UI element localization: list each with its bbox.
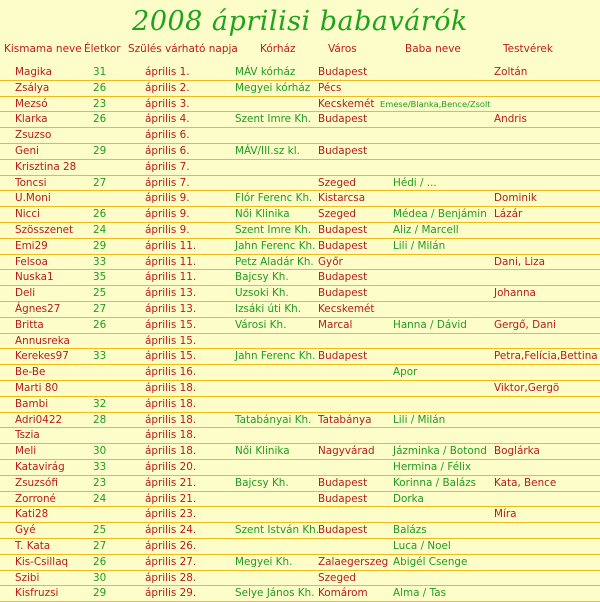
cell-datum: április 11. <box>145 255 197 268</box>
cell-testverek: Míra <box>494 508 517 521</box>
cell-kismama: Zorroné <box>15 492 56 505</box>
table-row <box>0 144 600 160</box>
cell-datum: április 18. <box>145 445 197 458</box>
cell-kismama: Deli <box>15 287 36 300</box>
cell-kismama: Kerekes97 <box>15 350 69 363</box>
cell-varos: Budapest <box>318 524 368 537</box>
cell-datum: április 2. <box>145 81 190 94</box>
header-kismama: Kismama neve <box>4 43 82 55</box>
cell-datum: április 27. <box>145 555 197 568</box>
cell-kismama: Felsoa <box>15 255 48 268</box>
cell-datum: április 15. <box>145 318 197 331</box>
cell-datum: április 26. <box>145 539 197 552</box>
cell-datum: április 16. <box>145 366 197 379</box>
cell-eletkor: 26 <box>93 113 107 126</box>
cell-korhaz: Szent Imre Kh. <box>235 113 312 126</box>
cell-korhaz: Selye János Kh. <box>235 587 315 600</box>
cell-varos: Tatabánya <box>318 413 372 426</box>
cell-kismama: Marti 80 <box>15 381 59 394</box>
cell-eletkor: 23 <box>93 97 107 110</box>
cell-baba: Hédi / ... <box>393 176 437 189</box>
cell-kismama: Gyé <box>15 524 36 537</box>
cell-varos: Budapest <box>318 476 368 489</box>
cell-eletkor: 29 <box>93 239 107 252</box>
cell-testverek: Zoltán <box>494 66 528 78</box>
cell-kismama: Szibi <box>15 571 40 584</box>
cell-kismama: Kati28 <box>15 508 49 521</box>
header-eletkor: Életkor <box>84 43 121 55</box>
cell-korhaz: Uzsoki Kh. <box>235 287 289 300</box>
cell-varos: Kistarcsa <box>318 192 366 205</box>
cell-varos: Budapest <box>318 271 368 284</box>
table-header <box>0 40 600 58</box>
cell-kismama: Annusreka <box>15 334 70 347</box>
cell-eletkor: 33 <box>93 350 107 363</box>
header-varos: Város <box>328 43 357 55</box>
cell-kismama: Kisfruzsi <box>15 587 59 600</box>
cell-korhaz: Jahn Ferenc Kh. <box>235 350 316 363</box>
cell-datum: április 21. <box>145 476 197 489</box>
cell-kismama: Mezsó <box>15 97 48 110</box>
cell-varos: Komárom <box>318 587 368 600</box>
cell-varos: Szeged <box>318 208 357 221</box>
cell-korhaz: Városi Kh. <box>235 318 287 331</box>
cell-varos: Budapest <box>318 113 368 126</box>
table-row <box>0 349 600 365</box>
cell-eletkor: 26 <box>93 81 107 94</box>
cell-kismama: Zsálya <box>15 81 50 94</box>
cell-eletkor: 35 <box>93 271 107 284</box>
cell-testverek: Dani, Liza <box>494 255 545 268</box>
header-testverek: Testvérek <box>503 43 553 55</box>
table-row <box>0 81 600 97</box>
cell-baba: Luca / Noel <box>393 539 451 552</box>
cell-varos: Marcal <box>318 318 353 331</box>
cell-datum: április 6. <box>145 129 190 142</box>
cell-datum: április 18. <box>145 397 197 410</box>
cell-kismama: T. Kata <box>15 539 51 552</box>
cell-korhaz: Bajcsy Kh. <box>235 476 289 489</box>
cell-kismama: Emi29 <box>15 239 48 252</box>
cell-korhaz: Női Klinika <box>235 208 290 221</box>
cell-eletkor: 29 <box>93 587 107 600</box>
cell-eletkor: 31 <box>93 66 107 78</box>
cell-eletkor: 28 <box>93 413 107 426</box>
cell-testverek: Andris <box>494 113 527 126</box>
table-row <box>0 97 600 113</box>
header-korhaz: Kórház <box>260 43 296 55</box>
cell-datum: április 24. <box>145 524 197 537</box>
cell-eletkor: 30 <box>93 571 107 584</box>
cell-datum: április 11. <box>145 271 197 284</box>
table-row <box>0 507 600 523</box>
header-baba: Baba neve <box>405 43 461 55</box>
cell-eletkor: 27 <box>93 302 107 315</box>
cell-varos: Budapest <box>318 239 368 252</box>
cell-eletkor: 23 <box>93 476 107 489</box>
cell-datum: április 21. <box>145 492 197 505</box>
cell-korhaz: Bajcsy Kh. <box>235 271 289 284</box>
cell-eletkor: 26 <box>93 208 107 221</box>
cell-testverek: Petra,Felícia,Bettina <box>494 350 598 363</box>
cell-baba: Médea / Benjámin <box>393 208 487 221</box>
cell-eletkor: 29 <box>93 144 107 157</box>
table-row <box>0 381 600 397</box>
cell-korhaz: Megyei kórház <box>235 81 311 94</box>
cell-korhaz: Megyei Kh. <box>235 555 293 568</box>
table-row <box>0 255 600 271</box>
cell-eletkor: 30 <box>93 445 107 458</box>
cell-baba: Balázs <box>393 524 427 537</box>
cell-eletkor: 26 <box>93 318 107 331</box>
table-row <box>0 65 600 81</box>
cell-datum: április 6. <box>145 144 190 157</box>
table-row <box>0 413 600 429</box>
cell-korhaz: MÁV kórház <box>235 66 296 78</box>
cell-datum: április 3. <box>145 97 190 110</box>
table-row <box>0 492 600 508</box>
cell-datum: április 9. <box>145 208 190 221</box>
cell-varos: Budapest <box>318 287 368 300</box>
cell-korhaz: Szent István Kh. <box>235 524 320 537</box>
cell-kismama: Be-Be <box>15 366 46 379</box>
table-row <box>0 223 600 239</box>
cell-kismama: Szösszenet <box>15 223 74 236</box>
cell-baba: Abigél Csenge <box>393 555 468 568</box>
cell-datum: április 28. <box>145 571 197 584</box>
cell-datum: április 13. <box>145 302 197 315</box>
cell-datum: április 18. <box>145 413 197 426</box>
table-row <box>0 302 600 318</box>
cell-testverek: Boglárka <box>494 445 540 458</box>
cell-datum: április 23. <box>145 508 197 521</box>
cell-eletkor: 25 <box>93 287 107 300</box>
cell-datum: április 15. <box>145 350 197 363</box>
cell-kismama: Meli <box>15 445 37 458</box>
cell-kismama: Kis-Csillaq <box>15 555 69 568</box>
cell-kismama: U.Moni <box>15 192 51 205</box>
cell-korhaz: Női Klinika <box>235 445 290 458</box>
cell-varos: Zalaegerszeg <box>318 555 389 568</box>
table-row <box>0 476 600 492</box>
cell-baba: Hanna / Dávid <box>393 318 467 331</box>
cell-baba: Lili / Milán <box>393 413 446 426</box>
table-row <box>0 239 600 255</box>
table-body <box>0 65 600 602</box>
cell-testverek: Lázár <box>494 208 523 221</box>
cell-eletkor: 25 <box>93 524 107 537</box>
cell-kismama: Ágnes27 <box>15 302 61 315</box>
cell-testverek: Viktor,Gergö <box>494 381 560 394</box>
cell-datum: április 4. <box>145 113 190 126</box>
cell-datum: április 13. <box>145 287 197 300</box>
cell-korhaz: Jahn Ferenc Kh. <box>235 239 316 252</box>
cell-kismama: Zsuzsófi <box>15 476 58 489</box>
table-row <box>0 286 600 302</box>
cell-varos: Szeged <box>318 176 357 189</box>
cell-baba: Aliz / Marcell <box>393 223 459 236</box>
cell-eletkor: 32 <box>93 397 107 410</box>
cell-korhaz: MÁV/III.sz kl. <box>235 144 300 157</box>
cell-baba: Jázminka / Botond <box>393 445 487 458</box>
cell-kismama: Bambi <box>15 397 49 410</box>
table-row <box>0 128 600 144</box>
cell-eletkor: 33 <box>93 460 107 473</box>
cell-datum: április 15. <box>145 334 197 347</box>
cell-korhaz: Tatabányai Kh. <box>235 413 312 426</box>
cell-datum: április 7. <box>145 176 190 189</box>
cell-varos: Pécs <box>318 81 342 94</box>
table-row <box>0 523 600 539</box>
cell-korhaz: Petz Aladár Kh. <box>235 255 314 268</box>
table-row <box>0 334 600 350</box>
table-row <box>0 112 600 128</box>
cell-eletkor: 27 <box>93 176 107 189</box>
cell-datum: április 9. <box>145 223 190 236</box>
cell-testverek: Johanna <box>494 287 536 300</box>
cell-baba: Korinna / Balázs <box>393 476 477 489</box>
table-row <box>0 428 600 444</box>
cell-kismama: Britta <box>15 318 44 331</box>
cell-varos: Budapest <box>318 223 368 236</box>
cell-testverek: Gergő, Dani <box>494 318 556 331</box>
cell-varos: Nagyvárad <box>318 445 375 458</box>
table-row <box>0 270 600 286</box>
cell-korhaz: Izsáki úti Kh. <box>235 302 302 315</box>
cell-datum: április 20. <box>145 460 197 473</box>
cell-baba: Emese/Blanka,Bence/Zsolt <box>380 98 491 109</box>
cell-baba: Lili / Milán <box>393 239 446 252</box>
cell-kismama: Nicci <box>15 208 40 221</box>
cell-korhaz: Szent Imre Kh. <box>235 223 312 236</box>
cell-varos: Kecskemét <box>318 97 375 110</box>
page-title: 2008 áprilisi babavárók <box>132 6 468 37</box>
table-row <box>0 176 600 192</box>
cell-eletkor: 26 <box>93 555 107 568</box>
cell-baba: Hermina / Félix <box>393 460 472 473</box>
cell-baba: Apor <box>393 366 418 379</box>
cell-datum: április 29. <box>145 587 197 600</box>
cell-eletkor: 24 <box>93 223 107 236</box>
cell-datum: április 11. <box>145 239 197 252</box>
cell-kismama: Katavirág <box>15 460 65 473</box>
cell-eletkor: 27 <box>93 539 107 552</box>
table-row <box>0 460 600 476</box>
cell-kismama: Magika <box>15 66 53 78</box>
table-row <box>0 318 600 334</box>
cell-kismama: Zsuzso <box>15 129 52 142</box>
cell-datum: április 1. <box>145 66 190 78</box>
cell-korhaz: Flór Ferenc Kh. <box>235 192 313 205</box>
table-row <box>0 444 600 460</box>
table-row <box>0 160 600 176</box>
cell-varos: Szeged <box>318 571 357 584</box>
cell-kismama: Geni <box>15 144 39 157</box>
cell-kismama: Toncsi <box>15 176 47 189</box>
table-row <box>0 365 600 381</box>
cell-varos: Budapest <box>318 66 368 78</box>
cell-varos: Győr <box>318 255 343 268</box>
cell-eletkor: 24 <box>93 492 107 505</box>
cell-kismama: Klarka <box>15 113 48 126</box>
cell-datum: április 9. <box>145 192 190 205</box>
cell-testverek: Kata, Bence <box>494 476 557 489</box>
header-datum: Szülés várható napja <box>128 43 238 55</box>
table-row <box>0 539 600 555</box>
cell-varos: Budapest <box>318 144 368 157</box>
table-row <box>0 555 600 571</box>
cell-testverek: Dominik <box>494 192 537 205</box>
cell-datum: április 18. <box>145 429 197 442</box>
table-row <box>0 191 600 207</box>
cell-datum: április 18. <box>145 381 197 394</box>
cell-datum: április 7. <box>145 160 190 173</box>
cell-varos: Budapest <box>318 350 368 363</box>
table-row <box>0 397 600 413</box>
cell-eletkor: 33 <box>93 255 107 268</box>
cell-varos: Budapest <box>318 492 368 505</box>
cell-varos: Kecskemét <box>318 302 375 315</box>
cell-kismama: Krisztina 28 <box>15 160 77 173</box>
cell-kismama: Adri0422 <box>15 413 63 426</box>
cell-kismama: Tszia <box>15 429 40 442</box>
cell-baba: Dorka <box>393 492 424 505</box>
cell-baba: Alma / Tas <box>393 587 446 600</box>
cell-kismama: Nuska1 <box>15 271 54 284</box>
table-row <box>0 571 600 587</box>
table-row <box>0 207 600 223</box>
